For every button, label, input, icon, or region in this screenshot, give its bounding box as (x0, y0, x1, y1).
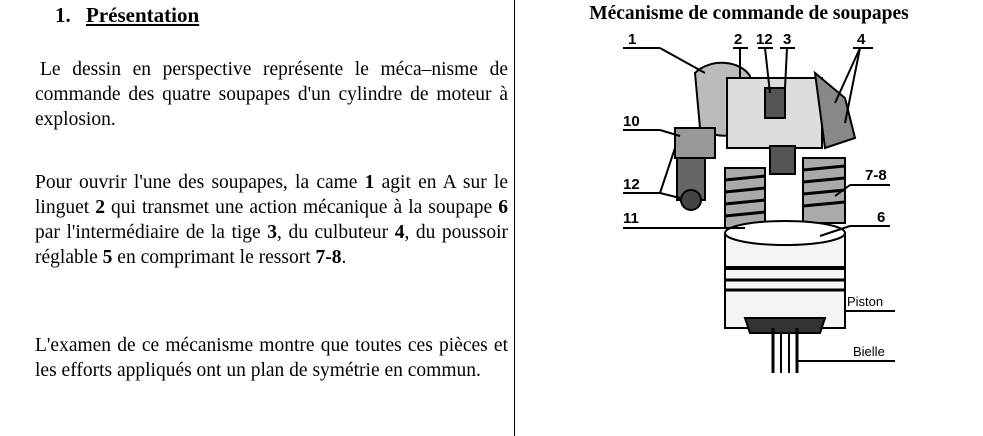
label-3: 3 (783, 31, 792, 48)
label-2: 2 (734, 31, 743, 48)
label-1: 1 (628, 31, 637, 48)
label-4: 4 (857, 31, 866, 48)
ref-poussoir: 5 (102, 247, 113, 268)
ref-tige: 3 (267, 222, 278, 243)
valve-mechanism-drawing (515, 28, 983, 436)
paragraph-mechanism (35, 170, 508, 270)
figure-column (515, 0, 983, 436)
ref-linguet: 2 (95, 197, 105, 218)
ref-soupape: 6 (498, 197, 508, 218)
ref-came: 1 (364, 172, 375, 193)
section-title: Présentation (86, 3, 200, 27)
label-12-left: 12 (623, 176, 640, 193)
label-10: 10 (623, 113, 640, 130)
paragraph-intro: Le dessin en perspective représente le méca–nisme de commande des quatre soupapes d'un cylindre de moteur à explosion. (35, 59, 508, 130)
p2-text-6: , du poussoir réglable (35, 222, 509, 268)
p2-text-3: qui transmet une action mécanique à la soupape (104, 197, 499, 218)
p2-text-8: . (341, 247, 347, 268)
ref-culbuteur: 4 (394, 222, 405, 243)
section-heading (55, 3, 199, 28)
paragraph-symmetry: L'examen de ce mécanisme montre que toutes ces pièces et les efforts appliqués ont un plan de symétrie en commun. (35, 335, 508, 381)
p2-text-4: par l'intermédiaire de la tige (35, 222, 268, 243)
label-12-top: 12 (756, 31, 773, 48)
label-bielle: Bielle (853, 344, 885, 359)
section-number: 1. (55, 3, 71, 27)
p2-text-7: en comprimant le ressort (112, 247, 316, 268)
label-7-8: 7-8 (865, 167, 887, 184)
label-piston: Piston (847, 294, 884, 309)
ref-ressort: 7-8 (315, 247, 342, 268)
label-11: 11 (623, 210, 639, 227)
p2-text-1: Pour ouvrir l'une des soupapes, la came (35, 172, 365, 193)
figure-title: Mécanisme de commande de soupapes (589, 3, 909, 24)
p2-text-5: , du culbuteur (277, 222, 395, 243)
label-6: 6 (877, 209, 886, 226)
p2-text-2: agit en A sur le linguet (35, 172, 508, 218)
